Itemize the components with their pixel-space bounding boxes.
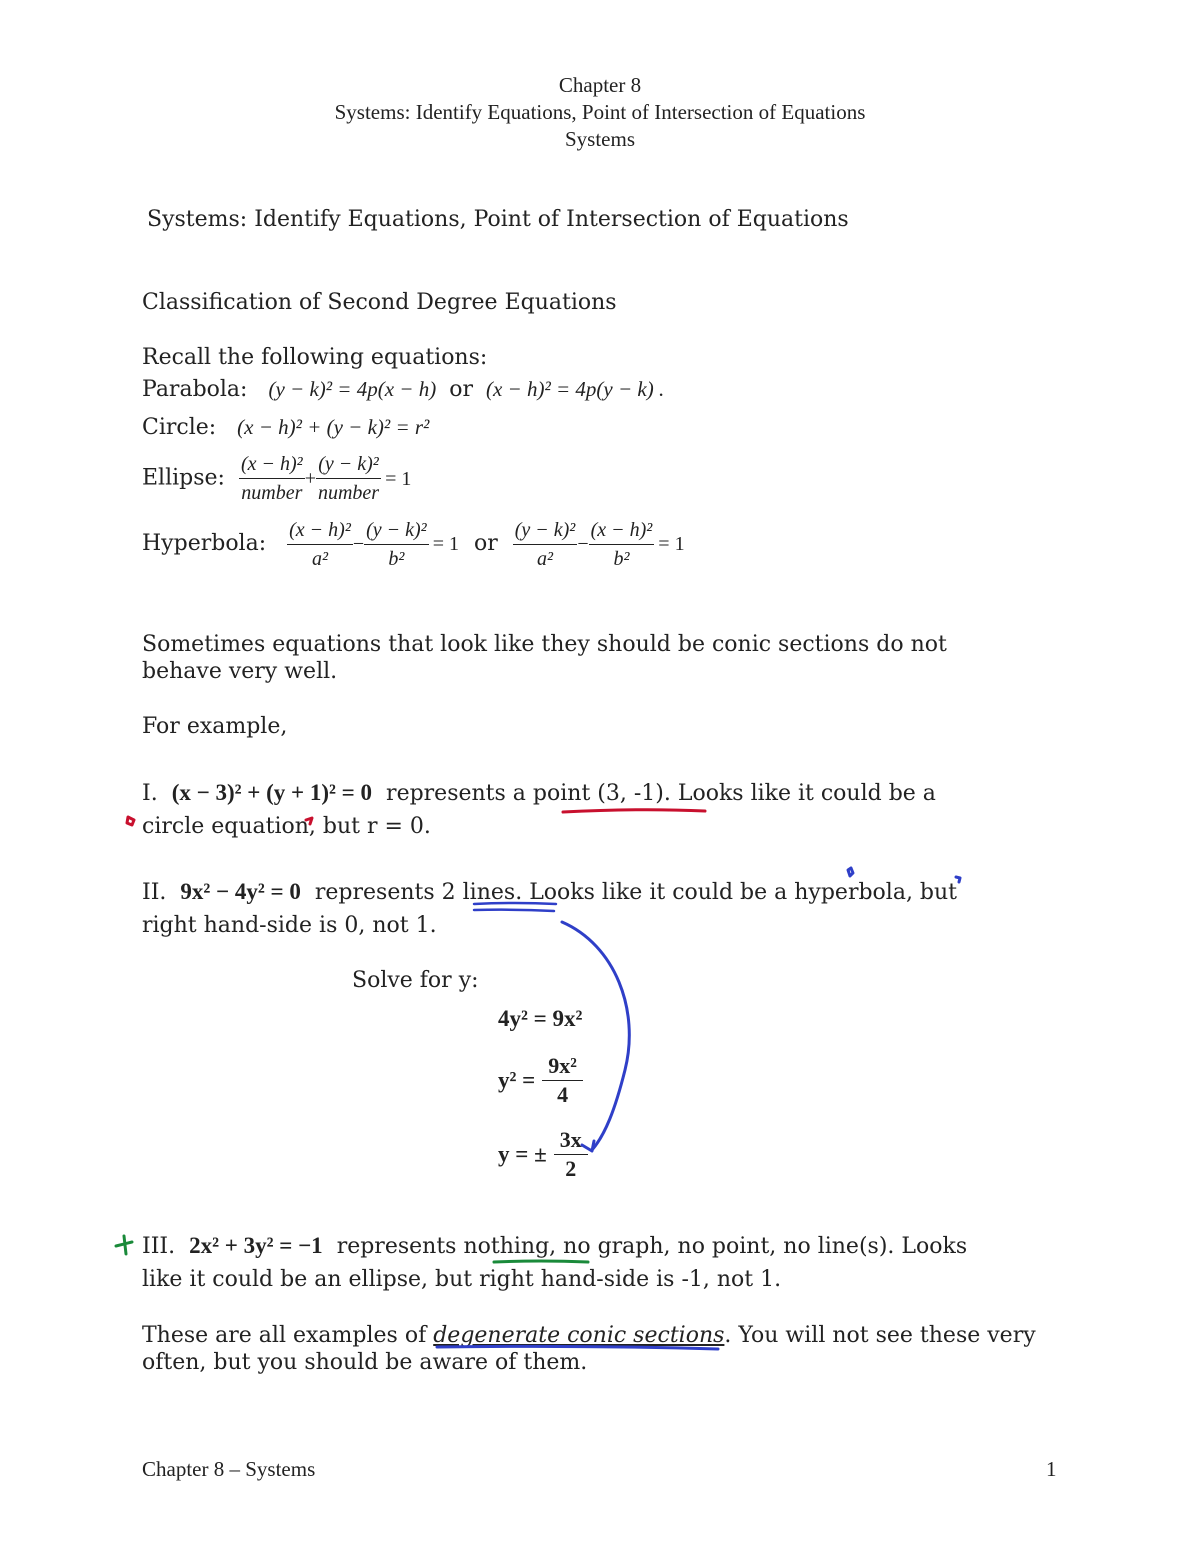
header-systems: Systems bbox=[564, 127, 635, 151]
solve-step-1: 4y² = 9x² bbox=[498, 1006, 583, 1031]
example-2-line-1 bbox=[142, 879, 957, 906]
hyp-frac-3-den: a² bbox=[537, 547, 554, 570]
solve-step-2-fraction bbox=[542, 1052, 583, 1109]
hyp-frac-4-num: (x − h)² bbox=[589, 516, 655, 545]
example-3-numeral: III. bbox=[142, 1234, 176, 1259]
recall-text: Recall the following equations: bbox=[142, 345, 488, 370]
red-mark-left bbox=[127, 817, 134, 825]
example-1-line-1 bbox=[142, 780, 936, 807]
closing-text-b: . You will not see these very bbox=[724, 1323, 1036, 1348]
solve-step-3 bbox=[498, 1126, 588, 1183]
solve-step-3-num: 3x bbox=[554, 1126, 588, 1155]
ellipse-num-x: (x − h)² bbox=[239, 450, 305, 479]
closing-highlight: degenerate conic sections bbox=[433, 1323, 725, 1348]
example-1-text-a: represents a bbox=[386, 781, 526, 806]
blue-mark-1 bbox=[848, 868, 853, 876]
example-1-equation: (x − 3)² + (y + 1)² = 0 bbox=[171, 780, 373, 805]
hyp-frac-3 bbox=[513, 516, 578, 573]
example-2-text-a: represents bbox=[314, 880, 435, 905]
paragraph-line-2: behave very well. bbox=[142, 659, 338, 684]
hyp-frac-1 bbox=[287, 516, 353, 573]
ellipse-den-x: number bbox=[241, 482, 303, 504]
ellipse-fraction-x bbox=[239, 450, 305, 507]
example-1-highlight: point (3, -1) bbox=[532, 781, 664, 806]
hyp-frac-1-num: (x − h)² bbox=[287, 516, 353, 545]
example-3-equation: 2x² + 3y² = −1 bbox=[189, 1233, 323, 1258]
solve-step-2-lhs: y² = bbox=[498, 1067, 536, 1093]
example-2-text-b: . Looks like it could be a hyperbola, but bbox=[515, 880, 958, 905]
solve-step-2-num: 9x² bbox=[542, 1052, 583, 1081]
circle-equation: (x − h)² + (y − k)² = r² bbox=[237, 415, 430, 439]
hyp-frac-4-den: b² bbox=[613, 547, 630, 570]
solve-for-y: Solve for y: bbox=[352, 968, 479, 993]
example-3-text-a: represents bbox=[336, 1234, 457, 1259]
parabola-or: or bbox=[449, 377, 473, 402]
solve-step-2 bbox=[498, 1052, 583, 1109]
parabola-label: Parabola: bbox=[142, 377, 248, 402]
hyperbola-label: Hyperbola: bbox=[142, 531, 267, 556]
example-1-text-b: . Looks like it could be a bbox=[663, 781, 936, 806]
parabola-line bbox=[142, 376, 664, 403]
red-underline bbox=[563, 810, 705, 812]
solve-step-3-lhs: y = ± bbox=[498, 1141, 547, 1167]
hyperbola-line: Hyperbola: $\frac{\text{(x − h)²}}{\text{a²}}$ − $\frac{\text{(y − k)²}}{\text{b²}}$ = 1 or $\frac{\text{(y − k)²}}{\text{a²}}$ − $\frac{\text{(x − h)²}}{\text{b²}}$ = 1 bbox=[142, 514, 685, 574]
example-3-highlight: nothing bbox=[463, 1234, 550, 1259]
example-1-line-2: circle equation, but r = 0. bbox=[142, 814, 431, 839]
hyperbola-or: or bbox=[473, 531, 498, 556]
example-2-highlight: 2 lines bbox=[441, 880, 516, 905]
ellipse-num-y: (y − k)² bbox=[316, 450, 381, 479]
example-2-numeral: II. bbox=[142, 880, 167, 905]
example-3-line-2: like it could be an ellipse, but right hand-side is -1, not 1. bbox=[142, 1267, 782, 1292]
for-example: For example, bbox=[142, 714, 288, 739]
classification-heading: Classification of Second Degree Equations bbox=[142, 290, 617, 315]
green-arrow-mark bbox=[116, 1236, 132, 1254]
closing-line-1 bbox=[142, 1323, 1036, 1349]
example-3-text-b: , no graph, no point, no line(s). Looks bbox=[549, 1234, 968, 1259]
closing-text-a: These are all examples of bbox=[142, 1323, 427, 1348]
circle-label: Circle: bbox=[142, 415, 217, 440]
hyp-rhs-2: = 1 bbox=[658, 533, 685, 555]
example-2-line-2: right hand-side is 0, not 1. bbox=[142, 913, 437, 938]
footer-page-number: 1 bbox=[1046, 1457, 1057, 1481]
blue-arc-arrow bbox=[562, 922, 629, 1150]
footer-chapter: Chapter 8 – Systems bbox=[142, 1457, 316, 1481]
closing-line-2: often, but you should be aware of them. bbox=[142, 1350, 588, 1375]
ellipse-den-y: number bbox=[317, 482, 380, 504]
blue-underline-2 bbox=[474, 910, 554, 911]
header-subtitle: Systems: Identify Equations, Point of Intersection of Equations bbox=[334, 100, 866, 124]
hyp-frac-3-num: (y − k)² bbox=[513, 516, 578, 545]
ellipse-label: Ellipse: bbox=[142, 465, 225, 491]
hyp-frac-2-den: b² bbox=[388, 547, 405, 570]
parabola-equation-2: (x − h)² = 4p(y − k) . bbox=[485, 377, 665, 401]
solve-step-2-den: 4 bbox=[557, 1082, 569, 1107]
hyp-frac-1-den: a² bbox=[311, 547, 328, 570]
green-underline bbox=[494, 1261, 588, 1262]
hyp-frac-2-num: (y − k)² bbox=[364, 516, 429, 545]
parabola-equation-1: (y − k)² = 4p(x − h) bbox=[268, 377, 437, 401]
hyp-rhs-1: = 1 bbox=[432, 533, 459, 555]
example-2-equation: 9x² − 4y² = 0 bbox=[180, 879, 301, 904]
paragraph-line-1: Sometimes equations that look like they should be conic sections do not bbox=[142, 632, 947, 657]
ellipse-rhs: = 1 bbox=[385, 467, 412, 490]
hyp-frac-4 bbox=[589, 516, 655, 573]
ellipse-fraction-y bbox=[316, 450, 381, 507]
ellipse-line: Ellipse: $\frac{\text{(x − h)²}}{\text{number}}$ + $\frac{\text{(y − k)²}}{\text{number}}$ = 1 bbox=[142, 450, 411, 507]
section-title: Systems: Identify Equations, Point of Intersection of Equations bbox=[147, 207, 849, 232]
example-3-line-1 bbox=[142, 1233, 967, 1260]
circle-line bbox=[142, 414, 429, 441]
header-chapter: Chapter 8 bbox=[558, 73, 642, 97]
solve-step-3-fraction bbox=[554, 1126, 588, 1183]
solve-step-3-den: 2 bbox=[565, 1156, 577, 1181]
example-1-numeral: I. bbox=[142, 781, 158, 806]
hyp-frac-2 bbox=[364, 516, 429, 573]
